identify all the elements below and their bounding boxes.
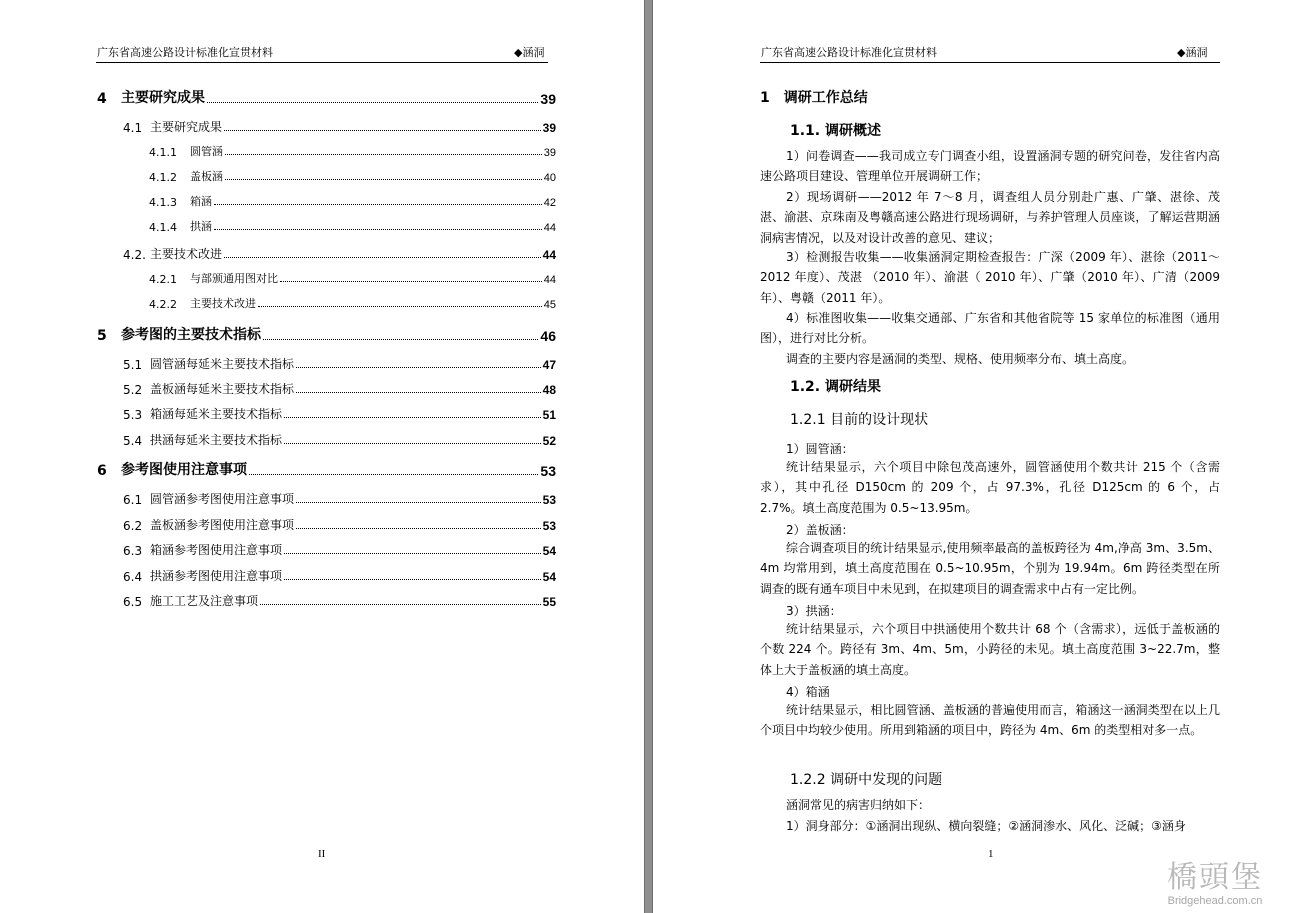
- toc-entry-number: 5.4: [123, 434, 143, 448]
- toc-entry[interactable]: [149, 168, 556, 184]
- list-item: 3）拱涵：: [786, 604, 842, 618]
- toc-dot-leader: [284, 417, 541, 418]
- toc-entry-title: 圆管涵每延米主要技术指标: [150, 357, 295, 371]
- toc-entry-page: 42: [543, 197, 556, 209]
- paragraph: 统计结果显示，相比圆管涵、盖板涵的普遍使用而言，箱涵这一涵洞类型在以上几个项目中均较少使用。所用到箱涵的项目中，跨径为 4m、6m 的类型相对多一点。: [760, 703, 1220, 738]
- toc-entry-number: 4.2.1: [149, 273, 177, 286]
- toc-dot-leader: [225, 154, 542, 155]
- toc-dot-leader: [296, 367, 541, 368]
- site-watermark: [1167, 861, 1263, 907]
- list-item: 1）圆管涵：: [786, 442, 854, 456]
- toc-entry-page: 53: [542, 493, 556, 507]
- toc-entry-title: 参考图使用注意事项: [121, 462, 247, 478]
- toc-entry-number: 4.2.: [123, 248, 146, 262]
- toc-entry-title: 圆管涵: [190, 145, 223, 158]
- toc-entry-title: 施工工艺及注意事项: [150, 594, 259, 608]
- toc-entry-title: 拱涵每延米主要技术指标: [150, 433, 283, 447]
- running-header-section: ◆涵洞: [514, 46, 545, 59]
- running-header-section: ◆涵洞: [1177, 46, 1208, 59]
- toc-entry-page: 44: [543, 274, 556, 286]
- subsection-heading: 1.2.1 目前的设计现状: [790, 412, 929, 428]
- subsection-heading: 1.2.2 调研中发现的问题: [790, 772, 943, 788]
- paragraph: 统计结果显示，六个项目中拱涵使用个数共计 68 个（含需求），远低于盖板涵的个数 224 个。跨径有 3m、4m、5m，小跨径的未见。填土高度范围 3~22.7m，整体上大于盖板涵的填土高度。: [760, 622, 1220, 677]
- page-number-left: II: [318, 848, 326, 860]
- toc-entry-page: 51: [542, 408, 556, 422]
- toc-entry-number: 5.3: [123, 408, 143, 422]
- toc-entry-number: 6.3: [123, 544, 143, 558]
- toc-entry-title: 拱涵: [190, 220, 212, 233]
- toc-entry[interactable]: [149, 143, 556, 159]
- watermark-url: Bridgehead.com.cn: [1167, 895, 1263, 907]
- toc-entry-page: 39: [540, 91, 556, 107]
- running-header-title: 广东省高速公路设计标准化宣贯材料: [761, 46, 937, 59]
- toc-entry-page: 40: [543, 172, 556, 184]
- toc-dot-leader: [280, 281, 542, 282]
- toc-dot-leader: [284, 553, 541, 554]
- toc-dot-leader: [225, 179, 542, 180]
- toc-entry-page: 46: [540, 328, 556, 344]
- paragraph: 1）问卷调查——我司成立专门调查小组，设置涵洞专题的研究问卷，发往省内高速公路项目建设、管理单位开展调研工作；: [760, 149, 1220, 184]
- toc-entry-title: 主要研究成果: [150, 120, 223, 134]
- toc-entry-title: 箱涵每延米主要技术指标: [150, 407, 283, 421]
- paragraph: 综合调查项目的统计结果显示,使用频率最高的盖板跨径为 4m,净高 3m、3.5m、4m 均常用到，填土高度范围在 0.5~10.95m，个别为 19.94m。6m 跨径类型在所调查的既有通车项目中未见到，在拟建项目的调查需求中占有一定比例。: [760, 541, 1220, 596]
- section-heading: 1.2. 调研结果: [790, 379, 881, 395]
- toc-entry[interactable]: [123, 540, 556, 558]
- toc-entry-title: 拱涵参考图使用注意事项: [150, 569, 283, 583]
- paragraph: 1）洞身部分：①涵洞出现纵、横向裂缝；②涵洞渗水、风化、泛碱；③涵身: [786, 819, 1186, 833]
- toc-entry-title: 盖板涵参考图使用注意事项: [150, 518, 295, 532]
- toc-entry-page: 52: [542, 434, 556, 448]
- toc-dot-leader: [214, 229, 542, 230]
- toc-dot-leader: [284, 443, 541, 444]
- toc-dot-leader: [263, 339, 538, 340]
- chapter-heading: 1 调研工作总结: [760, 90, 868, 106]
- toc-entry-title: 主要研究成果: [121, 90, 205, 106]
- paragraph: 涵洞常见的病害归纳如下：: [786, 798, 931, 812]
- toc-dot-leader: [260, 604, 541, 605]
- toc-entry-page: 54: [542, 570, 556, 584]
- toc-dot-leader: [296, 528, 541, 529]
- header-rule: [96, 62, 548, 63]
- toc-page: [0, 0, 644, 913]
- toc-dot-leader: [214, 204, 542, 205]
- toc-entry[interactable]: [123, 489, 556, 507]
- toc-entry-title: 盖板涵每延米主要技术指标: [150, 382, 295, 396]
- toc-entry[interactable]: [123, 430, 556, 448]
- toc-entry[interactable]: [123, 566, 556, 584]
- toc-entry-number: 5.1: [123, 358, 143, 372]
- toc-entry-number: 6: [97, 463, 107, 479]
- toc-entry-number: 5: [97, 328, 107, 344]
- toc-entry[interactable]: [123, 379, 556, 397]
- toc-entry-number: 6.4: [123, 570, 143, 584]
- toc-entry-page: 53: [542, 519, 556, 533]
- content-page: [653, 0, 1295, 913]
- toc-entry-page: 45: [543, 299, 556, 311]
- toc-entry-page: 54: [542, 544, 556, 558]
- toc-entry-number: 5.2: [123, 383, 143, 397]
- toc-entry-number: 4.1.3: [149, 196, 177, 209]
- toc-entry-title: 箱涵参考图使用注意事项: [150, 543, 283, 557]
- toc-dot-leader: [224, 130, 541, 131]
- page-number-right: 1: [988, 848, 994, 860]
- toc-entry-page: 44: [542, 248, 556, 262]
- toc-entry-number: 4.2.2: [149, 298, 177, 311]
- toc-entry-page: 39: [542, 121, 556, 135]
- toc-entry-page: 48: [542, 383, 556, 397]
- toc-entry-title: 圆管涵参考图使用注意事项: [150, 492, 295, 506]
- paragraph: 4）标准图收集——收集交通部、广东省和其他省院等 15 家单位的标准图（通用图），进行对比分析。: [760, 311, 1220, 346]
- toc-dot-leader: [258, 306, 542, 307]
- paragraph: 调查的主要内容是涵洞的类型、规格、使用频率分布、填土高度。: [786, 352, 1135, 366]
- toc-entry-number: 6.5: [123, 595, 143, 609]
- toc-entry-number: 4.1.1: [149, 146, 177, 159]
- toc-entry-page: 47: [542, 358, 556, 372]
- toc-entry-page: 55: [542, 595, 556, 609]
- page-gutter: [644, 0, 653, 913]
- toc-entry-title: 主要技术改进: [150, 247, 223, 261]
- toc-dot-leader: [284, 579, 541, 580]
- toc-entry[interactable]: [123, 591, 556, 609]
- toc-entry-title: 箱涵: [190, 195, 212, 208]
- list-item: 2）盖板涵：: [786, 523, 854, 537]
- toc-entry-number: 6.1: [123, 493, 143, 507]
- watermark-logo-text: 橋頭堡: [1167, 860, 1263, 895]
- toc-entry[interactable]: [97, 459, 556, 479]
- toc-entry-page: 53: [540, 463, 556, 479]
- toc-entry[interactable]: [123, 404, 556, 422]
- toc-entry[interactable]: [97, 87, 556, 107]
- paragraph: 2）现场调研——2012 年 7～8 月，调查组人员分别赴广惠、广肇、湛徐、茂湛、渝湛、京珠南及粤赣高速公路进行现场调研，与养护管理人员座谈，了解运营期涵洞病害情况，以及对设计改善的意见、建议；: [760, 190, 1220, 245]
- toc-entry-page: 44: [543, 222, 556, 234]
- toc-entry[interactable]: [149, 193, 556, 209]
- toc-entry-title: 盖板涵: [190, 170, 223, 183]
- toc-dot-leader: [249, 474, 538, 475]
- toc-entry-title: 与部颁通用图对比: [190, 272, 278, 285]
- toc-entry[interactable]: [123, 354, 556, 372]
- toc-dot-leader: [207, 102, 538, 103]
- toc-dot-leader: [296, 502, 541, 503]
- toc-entry[interactable]: [123, 515, 556, 533]
- toc-entry-page: 39: [543, 147, 556, 159]
- paragraph: 3）检测报告收集——收集涵洞定期检查报告：广深（2009 年）、湛徐（2011～2012 年度）、茂湛 （2010 年）、渝湛（ 2010 年）、广肇（2010 年）、广清（2009 年）、粤赣（2011 年）。: [760, 250, 1220, 305]
- toc-entry-number: 4.1.2: [149, 171, 177, 184]
- toc-entry-number: 4.1: [123, 121, 143, 135]
- toc-entry[interactable]: [123, 117, 556, 135]
- paragraph: 统计结果显示，六个项目中除包茂高速外，圆管涵使用个数共计 215 个（含需求），其中孔径 D150cm 的 209 个，占 97.3%，孔径 D125cm 的 6 个，占 2.7%。填土高度范围为 0.5~13.95m。: [760, 460, 1220, 515]
- toc-entry-number: 6.2: [123, 519, 143, 533]
- toc-entry[interactable]: [149, 270, 556, 286]
- section-heading: 1.1. 调研概述: [790, 123, 881, 139]
- header-rule: [760, 62, 1220, 63]
- toc-entry[interactable]: [149, 295, 556, 311]
- toc-dot-leader: [224, 257, 541, 258]
- toc-dot-leader: [296, 392, 541, 393]
- running-header-title: 广东省高速公路设计标准化宣贯材料: [97, 46, 273, 59]
- toc-entry-title: 参考图的主要技术指标: [121, 327, 261, 343]
- toc-entry-number: 4: [97, 91, 107, 107]
- toc-entry[interactable]: [123, 244, 556, 262]
- list-item: 4）箱涵: [786, 685, 830, 699]
- toc-entry-number: 4.1.4: [149, 221, 177, 234]
- toc-entry[interactable]: [97, 324, 556, 344]
- toc-entry-title: 主要技术改进: [190, 297, 256, 310]
- toc-entry[interactable]: [149, 218, 556, 234]
